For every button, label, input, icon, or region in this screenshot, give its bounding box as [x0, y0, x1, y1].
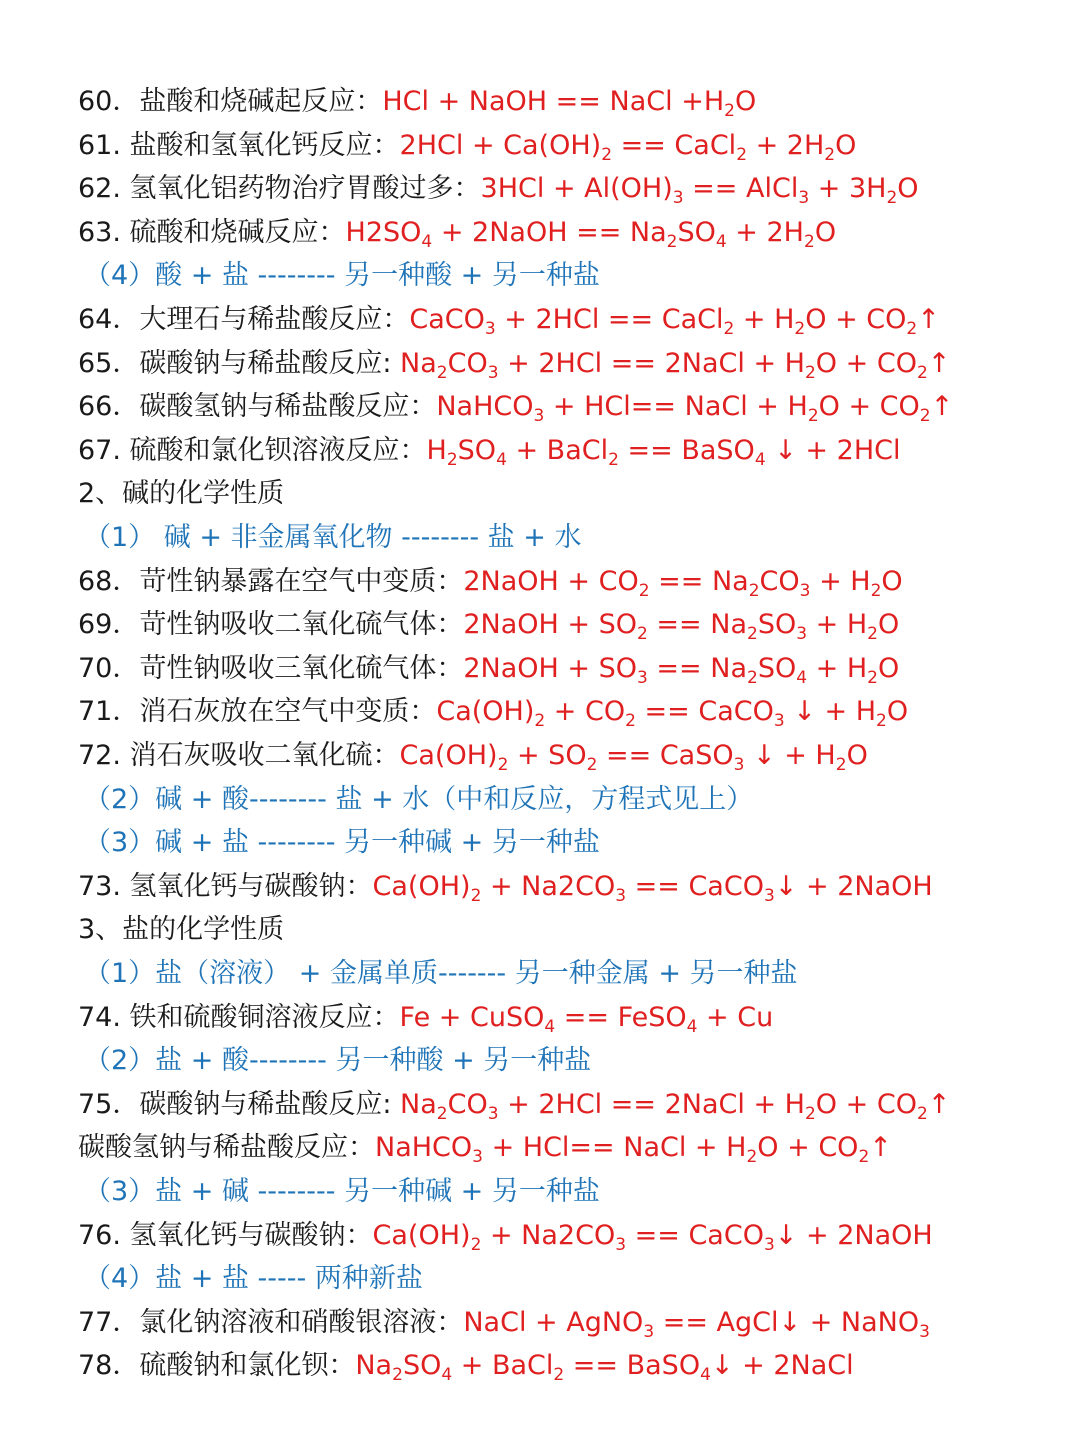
- subscript-text: 2: [446, 449, 458, 470]
- reaction-label: 69．苛性钠吸收二氧化硫气体：: [78, 609, 464, 641]
- subscript-text: 2: [746, 1147, 758, 1168]
- subscript-text: 2: [906, 319, 918, 339]
- equation-text: + H: [807, 652, 868, 684]
- equation-text: + 2H: [726, 216, 804, 248]
- equation-text: == CaSO: [597, 740, 734, 771]
- subscript-text: 2: [601, 144, 613, 165]
- category-heading: （1） 碱 + 非金属氧化物 -------- 盐 + 水: [84, 522, 582, 553]
- reaction-label: 75．碳酸钠与稀盐酸反应:: [78, 1088, 401, 1120]
- subscript-text: 3: [487, 362, 499, 383]
- subscript-text: 3: [798, 188, 810, 209]
- subscript-text: 3: [487, 1103, 499, 1124]
- subscript-text: 4: [686, 1016, 698, 1037]
- equation-text: + Na2CO: [481, 870, 616, 902]
- reaction-label: 66．碳酸氢钠与稀盐酸反应：: [78, 391, 437, 423]
- equation-text: == CaCO: [626, 1219, 764, 1251]
- subscript-text: 2: [919, 406, 931, 427]
- equation-text: O: [835, 129, 857, 161]
- subscript-text: 3: [799, 580, 811, 601]
- equation-text: H2SO: [345, 216, 422, 248]
- text-line: [0, 126, 1080, 166]
- subscript-text: 3: [637, 667, 648, 688]
- subscript-text: 4: [441, 1365, 453, 1386]
- text-line: [0, 605, 1080, 645]
- text-line: [0, 1172, 1080, 1212]
- subscript-text: 3: [472, 1147, 483, 1168]
- subscript-text: 2: [748, 580, 760, 601]
- equation-text: CO: [759, 565, 800, 597]
- subscript-text: 3: [615, 885, 627, 906]
- equation-text: Ca(OH): [372, 1219, 471, 1251]
- subscript-text: 2: [916, 1103, 928, 1124]
- equation-text: NaHCO: [436, 391, 534, 423]
- subscript-text: 2: [638, 580, 650, 601]
- subscript-text: 2: [804, 1103, 816, 1124]
- subscript-text: 4: [496, 449, 507, 470]
- text-line: [0, 1085, 1080, 1125]
- equation-text: == AgCl↓ + NaNO: [654, 1306, 920, 1338]
- subscript-text: 2: [794, 319, 806, 339]
- reaction-label: 73. 氢氧化钙与碳酸钠：: [78, 870, 373, 902]
- equation-text: == CaCO: [626, 870, 764, 902]
- subscript-text: 3: [796, 624, 808, 645]
- subscript-text: 2: [436, 1103, 448, 1124]
- text-line: [0, 1041, 1080, 1081]
- subscript-text: 2: [867, 667, 878, 688]
- subscript-text: 4: [796, 667, 808, 688]
- equation-text: O + CO: [815, 1088, 917, 1120]
- equation-text: SO: [457, 434, 497, 466]
- equation-text: == FeSO: [555, 1001, 687, 1033]
- reaction-label: 65．碳酸钠与稀盐酸反应:: [78, 347, 401, 379]
- reaction-label: 62. 氢氧化铝药物治疗胃酸过多：: [78, 173, 481, 205]
- equation-text: Fe + CuSO: [399, 1001, 545, 1033]
- subscript-text: 2: [666, 231, 678, 252]
- equation-text: 3HCl + Al(OH): [480, 173, 673, 205]
- reaction-label: 70．苛性钠吸收三氧化硫气体：: [78, 652, 464, 684]
- equation-text: 2NaOH + SO: [463, 609, 638, 641]
- equation-text: ↓ + 2NaOH: [774, 1219, 933, 1251]
- equation-text: Na: [400, 1088, 437, 1120]
- subscript-text: 2: [886, 188, 898, 209]
- subscript-text: 4: [754, 449, 766, 470]
- equation-text: SO: [402, 1350, 442, 1382]
- subscript-text: 2: [870, 580, 882, 601]
- category-heading: （4）酸 + 盐 -------- 另一种酸 + 另一种盐: [84, 260, 600, 292]
- equation-text: HCl + NaOH == NaCl +H: [382, 86, 725, 117]
- subscript-text: 3: [919, 1321, 930, 1342]
- text-line: [0, 1259, 1080, 1299]
- equation-text: ↓ + 2HCl: [765, 434, 901, 466]
- subscript-text: 2: [625, 711, 636, 732]
- subscript-text: 2: [470, 885, 482, 906]
- reaction-label: 60．盐酸和烧碱起反应：: [78, 86, 383, 117]
- text-line: [0, 736, 1080, 776]
- equation-text: + Na2CO: [481, 1219, 616, 1251]
- subscript-text: 2: [916, 362, 928, 383]
- equation-text: ↓ + H: [784, 696, 876, 728]
- equation-text: O: [814, 216, 837, 248]
- subscript-text: 2: [803, 231, 815, 252]
- equation-text: == BaSO: [564, 1350, 701, 1382]
- equation-text: ↑: [917, 304, 940, 335]
- category-heading: （3）碱 + 盐 -------- 另一种碱 + 另一种盐: [84, 827, 600, 859]
- subscript-text: 2: [497, 755, 509, 775]
- equation-text: O: [877, 652, 900, 684]
- equation-text: + BaCl: [452, 1350, 554, 1382]
- text-line: [0, 562, 1080, 602]
- equation-text: O + CO: [815, 347, 917, 379]
- subscript-text: 3: [733, 755, 745, 775]
- equation-text: Ca(OH): [399, 740, 498, 771]
- equation-text: NaHCO: [375, 1132, 473, 1164]
- equation-text: O + CO: [818, 391, 920, 423]
- equation-text: 2HCl + Ca(OH): [399, 129, 602, 161]
- reaction-label: 78．硫酸钠和氯化钡：: [78, 1350, 356, 1382]
- subscript-text: 2: [858, 1147, 870, 1168]
- equation-text: ↑: [930, 391, 954, 423]
- text-line: [0, 780, 1080, 820]
- text-line: [0, 474, 1080, 514]
- reaction-label: 77．氯化钠溶液和硝酸银溶液：: [78, 1306, 464, 1338]
- equation-text: SO: [757, 652, 797, 684]
- reaction-label: 63. 硫酸和烧碱反应：: [78, 216, 346, 248]
- category-heading: （2）碱 + 酸-------- 盐 + 水（中和反应，方程式见上）: [84, 783, 754, 815]
- equation-text: + 2H: [747, 129, 825, 161]
- subscript-text: 2: [534, 711, 546, 732]
- reaction-label: 74. 铁和硫酸铜溶液反应：: [78, 1001, 400, 1033]
- text-line: [0, 518, 1080, 558]
- equation-text: 2NaOH + CO: [463, 565, 639, 597]
- equation-text: + SO: [508, 740, 587, 771]
- equation-text: SO: [677, 216, 716, 248]
- subscript-text: 3: [773, 711, 785, 732]
- text-line: [0, 1303, 1080, 1343]
- equation-text: CaCO: [409, 304, 485, 335]
- subscript-text: 3: [615, 1234, 627, 1255]
- equation-text: O: [877, 609, 900, 641]
- subscript-text: 2: [747, 624, 758, 645]
- text-line: [0, 910, 1080, 950]
- text-line: [0, 1216, 1080, 1256]
- subscript-text: 2: [724, 101, 735, 121]
- subscript-text: 3: [763, 1234, 775, 1255]
- reaction-label: 64．大理石与稀盐酸反应：: [78, 304, 410, 335]
- equation-text: + HCl== NaCl + H: [544, 391, 808, 423]
- subscript-text: 3: [672, 188, 684, 209]
- text-line: [0, 256, 1080, 296]
- equation-text: + 2HCl == CaCl: [495, 304, 724, 335]
- equation-text: + H: [810, 565, 871, 597]
- subscript-text: 2: [824, 144, 836, 165]
- equation-text: + 3H: [809, 173, 887, 205]
- equation-text: 2NaOH + SO: [463, 652, 638, 684]
- text-line: [0, 954, 1080, 994]
- subscript-text: 2: [608, 449, 619, 470]
- text-line: [0, 823, 1080, 863]
- reaction-label: 71．消石灰放在空气中变质：: [78, 696, 437, 728]
- subscript-text: 4: [421, 231, 433, 252]
- reaction-label: 2、碱的化学性质: [78, 478, 285, 510]
- equation-text: ↑: [869, 1132, 892, 1164]
- equation-text: O: [846, 740, 868, 771]
- text-line: [0, 82, 1080, 122]
- text-line: [0, 649, 1080, 689]
- equation-text: CO: [447, 347, 488, 379]
- subscript-text: 2: [736, 144, 748, 165]
- reaction-label: 68．苛性钠暴露在空气中变质：: [78, 565, 464, 597]
- text-line: [0, 1128, 1080, 1168]
- equation-text: == Na: [647, 652, 747, 684]
- subscript-text: 2: [392, 1365, 403, 1386]
- subscript-text: 2: [553, 1365, 565, 1386]
- text-line: [0, 1346, 1080, 1386]
- equation-text: O + CO: [757, 1132, 859, 1164]
- equation-text: CO: [447, 1088, 488, 1120]
- category-heading: （2）盐 + 酸-------- 另一种酸 + 另一种盐: [84, 1045, 592, 1077]
- equation-text: == CaCO: [635, 696, 774, 728]
- equation-text: Na: [355, 1350, 393, 1382]
- equation-text: + H: [734, 304, 795, 335]
- equation-text: O + CO: [805, 304, 907, 335]
- text-line: [0, 169, 1080, 209]
- text-line: [0, 998, 1080, 1038]
- equation-text: ↑: [927, 347, 951, 379]
- equation-text: O: [734, 86, 757, 117]
- equation-text: Ca(OH): [436, 696, 535, 728]
- subscript-text: 2: [835, 755, 847, 775]
- equation-text: == Na: [649, 565, 749, 597]
- equation-text: ↓ + 2NaCl: [710, 1350, 854, 1382]
- subscript-text: 2: [804, 362, 816, 383]
- text-line: [0, 867, 1080, 907]
- equation-text: + HCl== NaCl + H: [482, 1132, 747, 1164]
- reaction-label: 3、盐的化学性质: [78, 914, 285, 946]
- subscript-text: 2: [747, 667, 758, 688]
- subscript-text: 4: [715, 231, 727, 252]
- reaction-label: 76. 氢氧化钙与碳酸钠：: [78, 1219, 373, 1251]
- category-heading: （3）盐 + 碱 -------- 另一种碱 + 另一种盐: [84, 1176, 600, 1207]
- text-line: [0, 692, 1080, 732]
- subscript-text: 2: [723, 319, 735, 339]
- subscript-text: 4: [700, 1365, 711, 1386]
- subscript-text: 2: [436, 362, 448, 383]
- equation-text: == Na: [647, 609, 747, 641]
- category-heading: （1）盐（溶液） + 金属单质------- 另一种金属 + 另一种盐: [84, 958, 798, 989]
- equation-text: + CO: [545, 696, 626, 728]
- subscript-text: 3: [533, 406, 545, 427]
- equation-text: NaCl + AgNO: [463, 1306, 644, 1338]
- category-heading: （4）盐 + 盐 ----- 两种新盐: [84, 1263, 423, 1295]
- equation-text: O: [886, 696, 909, 728]
- reaction-label: 67. 硫酸和氯化钡溶液反应：: [78, 434, 427, 466]
- text-line: [0, 300, 1080, 340]
- subscript-text: 2: [637, 624, 648, 645]
- equation-text: ↑: [927, 1088, 951, 1120]
- equation-text: == BaSO: [618, 434, 755, 466]
- reaction-label: 61. 盐酸和氢氧化钙反应：: [78, 129, 400, 161]
- equation-text: ↓ + 2NaOH: [774, 870, 933, 902]
- equation-text: SO: [757, 609, 797, 641]
- subscript-text: 2: [867, 624, 878, 645]
- subscript-text: 2: [807, 406, 819, 427]
- equation-text: == CaCl: [612, 129, 737, 161]
- equation-text: O: [881, 565, 903, 597]
- text-line: [0, 387, 1080, 427]
- subscript-text: 2: [876, 711, 887, 732]
- equation-text: H: [426, 434, 447, 466]
- subscript-text: 3: [484, 319, 496, 339]
- subscript-text: 2: [586, 755, 598, 775]
- equation-text: Ca(OH): [372, 870, 471, 902]
- text-line: [0, 213, 1080, 253]
- text-line: [0, 344, 1080, 384]
- equation-text: == AlCl: [683, 173, 799, 205]
- equation-text: O: [897, 173, 919, 205]
- equation-text: + Cu: [697, 1001, 774, 1033]
- equation-text: Na: [400, 347, 437, 379]
- equation-text: + 2HCl == 2NaCl + H: [498, 347, 805, 379]
- subscript-text: 4: [544, 1016, 556, 1037]
- equation-text: ↓ + H: [744, 740, 836, 771]
- reaction-label: 72. 消石灰吸收二氧化硫：: [78, 740, 400, 771]
- subscript-text: 3: [643, 1321, 655, 1342]
- reaction-label: 碳酸氢钠与稀盐酸反应：: [78, 1132, 375, 1164]
- equation-text: + BaCl: [506, 434, 609, 466]
- equation-text: + 2HCl == 2NaCl + H: [498, 1088, 805, 1120]
- equation-text: + H: [807, 609, 868, 641]
- subscript-text: 2: [470, 1234, 482, 1255]
- text-line: [0, 431, 1080, 471]
- subscript-text: 3: [763, 885, 775, 906]
- equation-text: + 2NaOH == Na: [432, 216, 667, 248]
